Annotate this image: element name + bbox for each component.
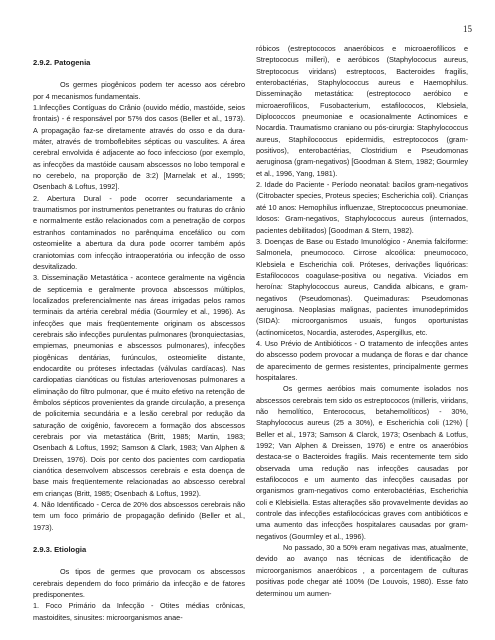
paragraph: Os tipos de germes que provocam os abscessos cerebrais dependem do foco primário da infecção e de fatores predisponentes.: [33, 567, 245, 600]
paragraph: 2. Idade do Paciente - Período neonatal: bacilos gram-negativos (Citrobacter species, Proteus species; Escherichia coli). Crianças até 10 anos: Hemophilus influenzae, Streptococcus pneumoniae. Idosos: Gram-negativos, Staphylococcus aureus (internados, pacientes debilitados) [Goodman & Stern, 1982).: [256, 180, 468, 235]
section-heading-etiologia: 2.9.3. Etiologia: [33, 545, 87, 555]
paragraph: Os germes piogênicos podem ter acesso aos cérebro por 4 mecanismos fundamentais.: [33, 80, 245, 101]
paragraph: 1.Infecções Contíguas do Crânio (ouvido médio, mastóide, seios frontais) - é responsável por 57% dos casos (Beller et al., 1973). A propagação faz-se diretamente através do osso e da dura-máter, através de tromboflebites sépticas ou vasculites. A área cerebral envolvida é adjacente ao foco infeccioso (por exemplo, as infecções da mastóide causam abscessos no lobo temporal e no cerebelo, na proporção de 3:2) [Marnelak et al., 1995; Osenbach & Loftus, 1992].: [33, 103, 245, 192]
page-number: 15: [463, 24, 472, 34]
paragraph: 3. Disseminação Metastática - acontece geralmente na vigência de septicemia e geralmente provoca abscessos múltiplos, localizados preferencialmente nas áreas irrigadas pelos ramos terminais da artéria cerebral média (Gourmley et al., 1996). As infecções que mais freqüentemente originam os abscessos cerebrais são infecções purulentas pulmonares (bronquiectasias, empiemas, pneumonias e abscessos pulmonares), infecções piogênicas dentárias, furúnculos, osteomielite distante, endocardite ou próteses infectadas (válvulas cardíacas). Nas cardiopatias cianóticas ou fístulas arteriovenosas pulmonares a eliminação do filtro pulmonar, que é muito efetivo na retenção de êmbolos sépticos provenientes da grande circulação, a presença de policitemia secundária e a lesão cerebral por redução da saturação de oxigênio, favorecem a formação dos abscessos cerebrais por via metastática (Britt, 1985; Martin, 1983; Osenbach & Loftus, 1992; Samson & Clark, 1983; Van Alphen & Dreissen, 1976). Dois por cento dos pacientes com cardiopatia cianótica desenvolvem abscessos cerebrais e esta doença de base mais freqüentemente relacionadas ao abscesso cerebral em crianças (Britt, 1985; Osenbach & Loftus, 1992).: [33, 273, 245, 498]
paragraph: No passado, 30 a 50% eram negativas mas, atualmente, devido ao avanço nas técnicas de identificação de microorganismos anaeróbicos , a porcentagem de culturas positivas pode chegar até 100% (De Louvois, 1980). Esse fato determinou um aumen-: [256, 543, 468, 598]
paragraph: 4. Não Identificado - Cerca de 20% dos abscessos cerebrais não tem um foco primário de propagação definido (Beller et al., 1973).: [33, 500, 245, 532]
paragraph: 4. Uso Prévio de Antibióticos - O tratamento de infecções antes do abscesso podem provocar a mudança de floras e dar chance de aparecimento de germes resistentes, principalmente germes hospitalares.: [256, 338, 468, 382]
paragraph: Os germes aeróbios mais comumente isolados nos abscessos cerebrais tem sido os estreptococos (milleris, viridans, não hemolítico, Enterococus, betahemolíticos) - 30%, Staphylococus aureus (25 a 30%), e Escherichia coli (12%) [ Beller et al., 1973; Samson & Clarck, 1973; Osenbach & Lotfus, 1992; Van Alphen & Dreissen, 1976) e entre os anaeróbios destaca-se o Bacteroides fragilis. Mais recentemente tem sido observada uma redução nas infecções causadas por estafilococos e um aumento das infecções causadas por organismos gram-negativos como enterobactérias, Escherichia coli e Klebisiella. Estas alterações são provavelmente devidas ao controle das infecções estafilocócicas graves com antibióticos e uma aumento das infecções hospitalares causadas por gram-negativos (Gourmley et al., 1996).: [256, 384, 468, 541]
paragraph: 3. Doenças de Base ou Estado Imunológico - Anemia falciforme: Salmonela, pneumococo. Cirrose alcoólica: pneumococo, Klebsiela e Escherichia coli. Próteses, derivações liquóricas: Estafilococos coagulase-positiva ou negativa. Viciados em heroína: Staphylococcus aureus, Candida albicans, e gram-negativos (Pseudomonas). Queimaduras: Pseudomonas aeruginosa. Neoplasias malignas, pacientes imunodeprimidos (SIDA): microorganismos usuais, fungos oportunistas (actinomicetos, Nocardia, asterodes, Aspergillus, etc.: [256, 236, 468, 337]
left-column: [33, 57, 245, 623]
paragraph: róbicos (estreptococos anaeróbicos e microaerofílicos e Streptococus milleri), e aeróbicos (Staphylococus aureus, Streptococus viridans) estreptocos, Bacteroides fragilis, enterobactérias, Staphylococcus aureus e Haemophilus. Disseminação metastática: (estreptococo aeróbico e microaerofílicos, Fusobacterium, estafilococos, Klebsiela, Diplococcos pneumoniae e ocasionalmente Actinomices e Nocardia. Traumatismo craniano ou pós-cirurgia: Staphylococcus aureus, Staphilococcus epidermidis, estreptococos (gram-positivos), enterobactérias, Clostridium e Pseudomonas aeruginosa (gram-negativos) [Goodman & Stern, 1982; Gourmley et al., 1996, Yang, 1981).: [256, 44, 468, 178]
paragraph: 2. Abertura Dural - pode ocorrer secundariamente a traumatismos por instrumentos penetrantes ou fraturas do crânio e normalmente estão relacionados com a penetração de corpos estranhos contaminados no parênquima encefálico ou com osteomielite a abertura da dura pode ocorrer também após craniotomias com infecção intraoperatória ou infecção de osso desvitalizado.: [33, 193, 245, 271]
right-column: [256, 43, 468, 599]
section-heading-patogenia: 2.9.2. Patogenia: [33, 58, 91, 67]
paragraph: 1. Foco Primário da Infecção - Otites médias crônicas, mastoidites, sinusites: microorganismos anae-: [33, 601, 245, 622]
